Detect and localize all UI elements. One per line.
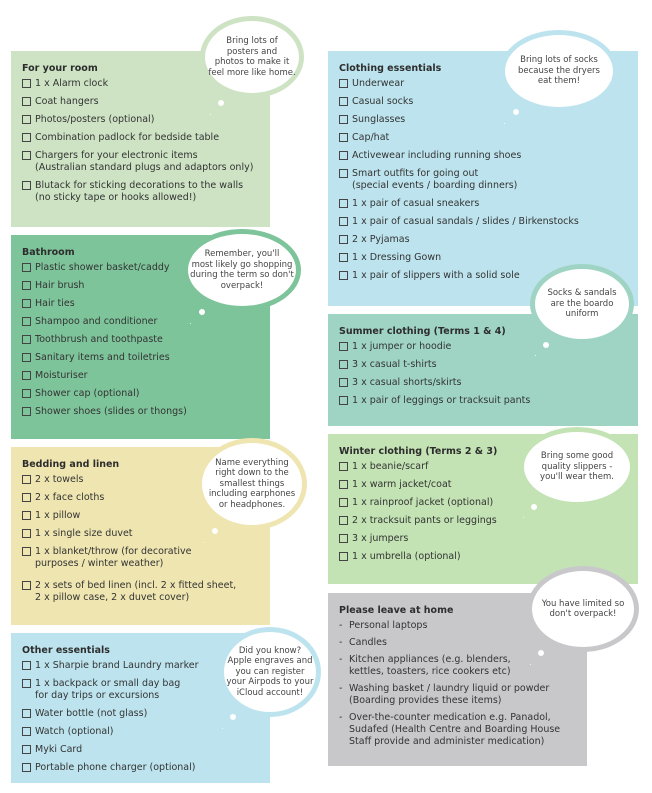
item-label: Coat hangers <box>35 96 99 107</box>
checklist-item[interactable] <box>339 216 579 228</box>
item-label: Hair ties <box>35 298 75 309</box>
checkbox[interactable] <box>22 263 31 272</box>
checklist-item[interactable] <box>339 479 497 491</box>
item-label: 2 x towels <box>35 474 84 485</box>
checklist <box>22 660 198 774</box>
item-label: 1 x warm jacket/coat <box>352 479 452 490</box>
checklist-item[interactable] <box>339 114 579 126</box>
section-title: Please leave at home <box>339 605 454 616</box>
bubble-tail <box>225 709 241 725</box>
item-label: Underwear <box>352 78 405 89</box>
checklist <box>22 262 187 418</box>
tip-bubble-name-everything: Name everything right down to the smallest things including earphones or headphones. <box>197 438 307 530</box>
section-title: Bathroom <box>22 247 75 258</box>
checklist-item[interactable] <box>22 316 187 328</box>
item-label: 1 x pair of leggings or tracksuit pants <box>352 395 531 406</box>
bubble-tail <box>194 304 210 320</box>
checklist-item[interactable] <box>22 370 187 382</box>
section-title: Bedding and linen <box>22 459 120 470</box>
item-label: Casual socks <box>352 96 414 107</box>
item-label: Combination padlock for bedside table <box>35 132 220 143</box>
item-label: Water bottle (not glass) <box>35 708 148 719</box>
item-label: Personal laptops <box>349 620 428 631</box>
item-label: Over-the-counter medication e.g. Panadol, Sudafed (Health Centre and Boarding House Staff provide and administer medication) <box>349 712 561 747</box>
item-label: Portable phone charger (optional) <box>35 762 196 773</box>
checklist-item[interactable] <box>22 744 198 756</box>
checkbox[interactable] <box>339 253 348 262</box>
checkbox[interactable] <box>339 151 348 160</box>
checklist-item[interactable] <box>22 660 198 672</box>
section-title: Winter clothing (Terms 2 & 3) <box>339 446 498 457</box>
bullet-dash: - <box>339 712 343 723</box>
item-label: 1 x pair of casual sandals / slides / Birkenstocks <box>352 216 579 227</box>
checklist <box>339 341 530 407</box>
item-label: 2 x tracksuit pants or leggings <box>352 515 497 526</box>
item-label: Shampoo and conditioner <box>35 316 158 327</box>
tip-bubble-socks-sandals: Socks & sandals are the boardo uniform <box>530 264 634 344</box>
checklist-item[interactable] <box>22 280 187 292</box>
tip-bubble-shopping: Remember, you'll most likely go shopping during the term so don't overpack! <box>183 229 301 311</box>
checkbox[interactable] <box>339 396 348 405</box>
section-title: Other essentials <box>22 645 110 656</box>
checkbox[interactable] <box>22 79 31 88</box>
item-label: Sunglasses <box>352 114 406 125</box>
item-label: Activewear including running shoes <box>352 150 522 161</box>
item-label: 1 x blanket/throw (for decorative purposes / winter weather) <box>35 546 192 569</box>
checklist-item[interactable] <box>22 580 236 604</box>
checklist-item[interactable] <box>22 546 236 570</box>
checklist-item[interactable] <box>22 298 187 310</box>
checklist-item[interactable] <box>22 180 253 204</box>
item-label: 1 x pair of slippers with a solid sole <box>352 270 520 281</box>
checkbox[interactable] <box>339 462 348 471</box>
checkbox[interactable] <box>22 511 31 520</box>
checklist-item[interactable] <box>22 132 253 144</box>
item-label: Smart outfits for going out (special events / boarding dinners) <box>352 168 518 191</box>
checklist-item[interactable] <box>339 234 579 246</box>
checklist-item[interactable] <box>339 341 530 353</box>
checkbox[interactable] <box>22 407 31 416</box>
bullet-dash: - <box>339 637 343 648</box>
checklist-item[interactable] <box>22 114 253 126</box>
item-label: Plastic shower basket/caddy <box>35 262 170 273</box>
checklist-item[interactable] <box>339 515 497 527</box>
checkbox[interactable] <box>22 745 31 754</box>
checkbox[interactable] <box>339 498 348 507</box>
checklist-item[interactable] <box>22 762 198 774</box>
checklist-item[interactable] <box>339 252 579 264</box>
tip-bubble-slippers: Bring some good quality slippers - you'll wear them. <box>519 427 635 507</box>
checklist-item[interactable] <box>22 726 198 738</box>
checklist-item[interactable] <box>22 678 198 702</box>
item-label: 1 x single size duvet <box>35 528 133 539</box>
bubble-tail <box>526 499 542 515</box>
checkbox[interactable] <box>339 360 348 369</box>
section-title: Summer clothing (Terms 1 & 4) <box>339 326 506 337</box>
bubble-tail <box>206 110 215 119</box>
bubble-tail <box>531 351 540 360</box>
tip-bubble-socks: Bring lots of socks because the dryers eat them! <box>500 30 618 112</box>
checkbox[interactable] <box>22 151 31 160</box>
item-label: Sanitary items and toiletries <box>35 352 170 363</box>
checkbox[interactable] <box>339 516 348 525</box>
checklist-item[interactable] <box>339 132 579 144</box>
checkbox[interactable] <box>339 133 348 142</box>
checkbox[interactable] <box>22 581 31 590</box>
checklist-item[interactable] <box>339 497 497 509</box>
bubble-tail <box>526 660 535 669</box>
checkbox[interactable] <box>339 169 348 178</box>
checklist-item[interactable] <box>22 708 198 720</box>
checklist-item[interactable] <box>339 198 579 210</box>
item-label: Watch (optional) <box>35 726 114 737</box>
checklist-item[interactable] <box>22 352 187 364</box>
bubble-tail <box>218 724 227 733</box>
item-label: Photos/posters (optional) <box>35 114 155 125</box>
checkbox[interactable] <box>22 493 31 502</box>
item-label: Cap/hat <box>352 132 390 143</box>
list-item <box>339 712 560 748</box>
list-item <box>339 637 560 649</box>
checkbox[interactable] <box>22 353 31 362</box>
item-label: Moisturiser <box>35 370 88 381</box>
item-label: 1 x rainproof jacket (optional) <box>352 497 494 508</box>
checkbox[interactable] <box>22 181 31 190</box>
checklist-item[interactable] <box>22 510 236 522</box>
item-label: 1 x Dressing Gown <box>352 252 442 263</box>
checkbox[interactable] <box>22 389 31 398</box>
item-label: 2 x sets of bed linen (incl. 2 x fitted sheet, 2 x pillow case, 2 x duvet cover) <box>35 580 237 603</box>
checkbox[interactable] <box>22 335 31 344</box>
checkbox[interactable] <box>22 475 31 484</box>
bullet-dash: - <box>339 683 343 694</box>
checklist-item[interactable] <box>339 168 579 192</box>
checklist-item[interactable] <box>339 377 530 389</box>
checklist-item[interactable] <box>339 533 497 545</box>
checklist-item[interactable] <box>339 551 497 563</box>
item-label: Chargers for your electronic items (Australian standard plugs and adaptors only) <box>35 150 254 173</box>
checkbox[interactable] <box>22 529 31 538</box>
checkbox[interactable] <box>22 299 31 308</box>
list-item <box>339 683 560 707</box>
checklist-item[interactable] <box>22 262 187 274</box>
item-label: 1 x Alarm clock <box>35 78 109 89</box>
checkbox[interactable] <box>339 115 348 124</box>
bubble-tail <box>207 523 223 539</box>
checkbox[interactable] <box>339 271 348 280</box>
tip-bubble-limited-space: You have limited so don't overpack! <box>527 566 639 652</box>
item-label: 2 x face cloths <box>35 492 105 503</box>
checkbox[interactable] <box>339 552 348 561</box>
bubble-tail <box>519 513 528 522</box>
checkbox[interactable] <box>339 79 348 88</box>
checkbox[interactable] <box>22 547 31 556</box>
checkbox[interactable] <box>339 534 348 543</box>
item-label: Toothbrush and toothpaste <box>35 334 163 345</box>
bubble-tail <box>199 538 208 547</box>
checkbox[interactable] <box>339 217 348 226</box>
item-label: Washing basket / laundry liquid or powder (Boarding provides these items) <box>349 683 550 706</box>
bubble-tail <box>500 119 509 128</box>
checklist-item[interactable] <box>339 359 530 371</box>
bubble-tail <box>508 104 524 120</box>
checklist-item[interactable] <box>339 150 579 162</box>
leave-at-home-list <box>339 620 560 748</box>
item-label: 1 x Sharpie brand Laundry marker <box>35 660 199 671</box>
item-label: Myki Card <box>35 744 83 755</box>
checklist-item[interactable] <box>22 406 187 418</box>
bubble-tail <box>213 95 229 111</box>
section-title: For your room <box>22 63 98 74</box>
checklist-item[interactable] <box>22 388 187 400</box>
checkbox[interactable] <box>22 115 31 124</box>
checkbox[interactable] <box>22 763 31 772</box>
checkbox[interactable] <box>339 378 348 387</box>
checkbox[interactable] <box>22 97 31 106</box>
checkbox[interactable] <box>22 727 31 736</box>
item-label: Candles <box>349 637 387 648</box>
checklist <box>339 461 497 563</box>
item-label: Blutack for sticking decorations to the walls (no sticky tape or hooks allowed!) <box>35 180 244 203</box>
item-label: 3 x jumpers <box>352 533 409 544</box>
checkbox[interactable] <box>339 97 348 106</box>
section-title: Clothing essentials <box>339 63 442 74</box>
tip-bubble-posters: Bring lots of posters and photos to make it feel more like home. <box>200 16 304 98</box>
bubble-tail <box>533 645 549 661</box>
checkbox[interactable] <box>22 709 31 718</box>
checkbox[interactable] <box>22 371 31 380</box>
checkbox[interactable] <box>22 133 31 142</box>
item-label: Kitchen appliances (e.g. blenders, kettles, toasters, rice cookers etc) <box>349 654 511 677</box>
item-label: 1 x beanie/scarf <box>352 461 429 472</box>
bubble-tail <box>538 337 554 353</box>
checklist-item[interactable] <box>22 150 253 174</box>
bubble-tail <box>186 319 195 328</box>
checkbox[interactable] <box>22 281 31 290</box>
item-label: 2 x Pyjamas <box>352 234 410 245</box>
checklist-item[interactable] <box>22 334 187 346</box>
checklist-item[interactable] <box>339 395 530 407</box>
checkbox[interactable] <box>22 679 31 688</box>
item-label: Shower cap (optional) <box>35 388 140 399</box>
checkbox[interactable] <box>339 342 348 351</box>
item-label: 1 x pillow <box>35 510 81 521</box>
item-label: Hair brush <box>35 280 85 291</box>
checkbox[interactable] <box>339 480 348 489</box>
list-item <box>339 620 560 632</box>
item-label: 3 x casual t-shirts <box>352 359 437 370</box>
checkbox[interactable] <box>22 317 31 326</box>
item-label: 1 x jumper or hoodie <box>352 341 452 352</box>
checklist-item[interactable] <box>339 461 497 473</box>
checkbox[interactable] <box>339 199 348 208</box>
item-label: 1 x backpack or small day bag for day trips or excursions <box>35 678 181 701</box>
item-label: 3 x casual shorts/skirts <box>352 377 462 388</box>
item-label: 1 x umbrella (optional) <box>352 551 461 562</box>
bullet-dash: - <box>339 620 343 631</box>
item-label: Shower shoes (slides or thongs) <box>35 406 187 417</box>
item-label: 1 x pair of casual sneakers <box>352 198 480 209</box>
checkbox[interactable] <box>339 235 348 244</box>
tip-bubble-apple-engraving: Did you know? Apple engraves and you can register your Airpods to your iCloud account! <box>219 627 321 717</box>
checkbox[interactable] <box>22 661 31 670</box>
bullet-dash: - <box>339 654 343 665</box>
